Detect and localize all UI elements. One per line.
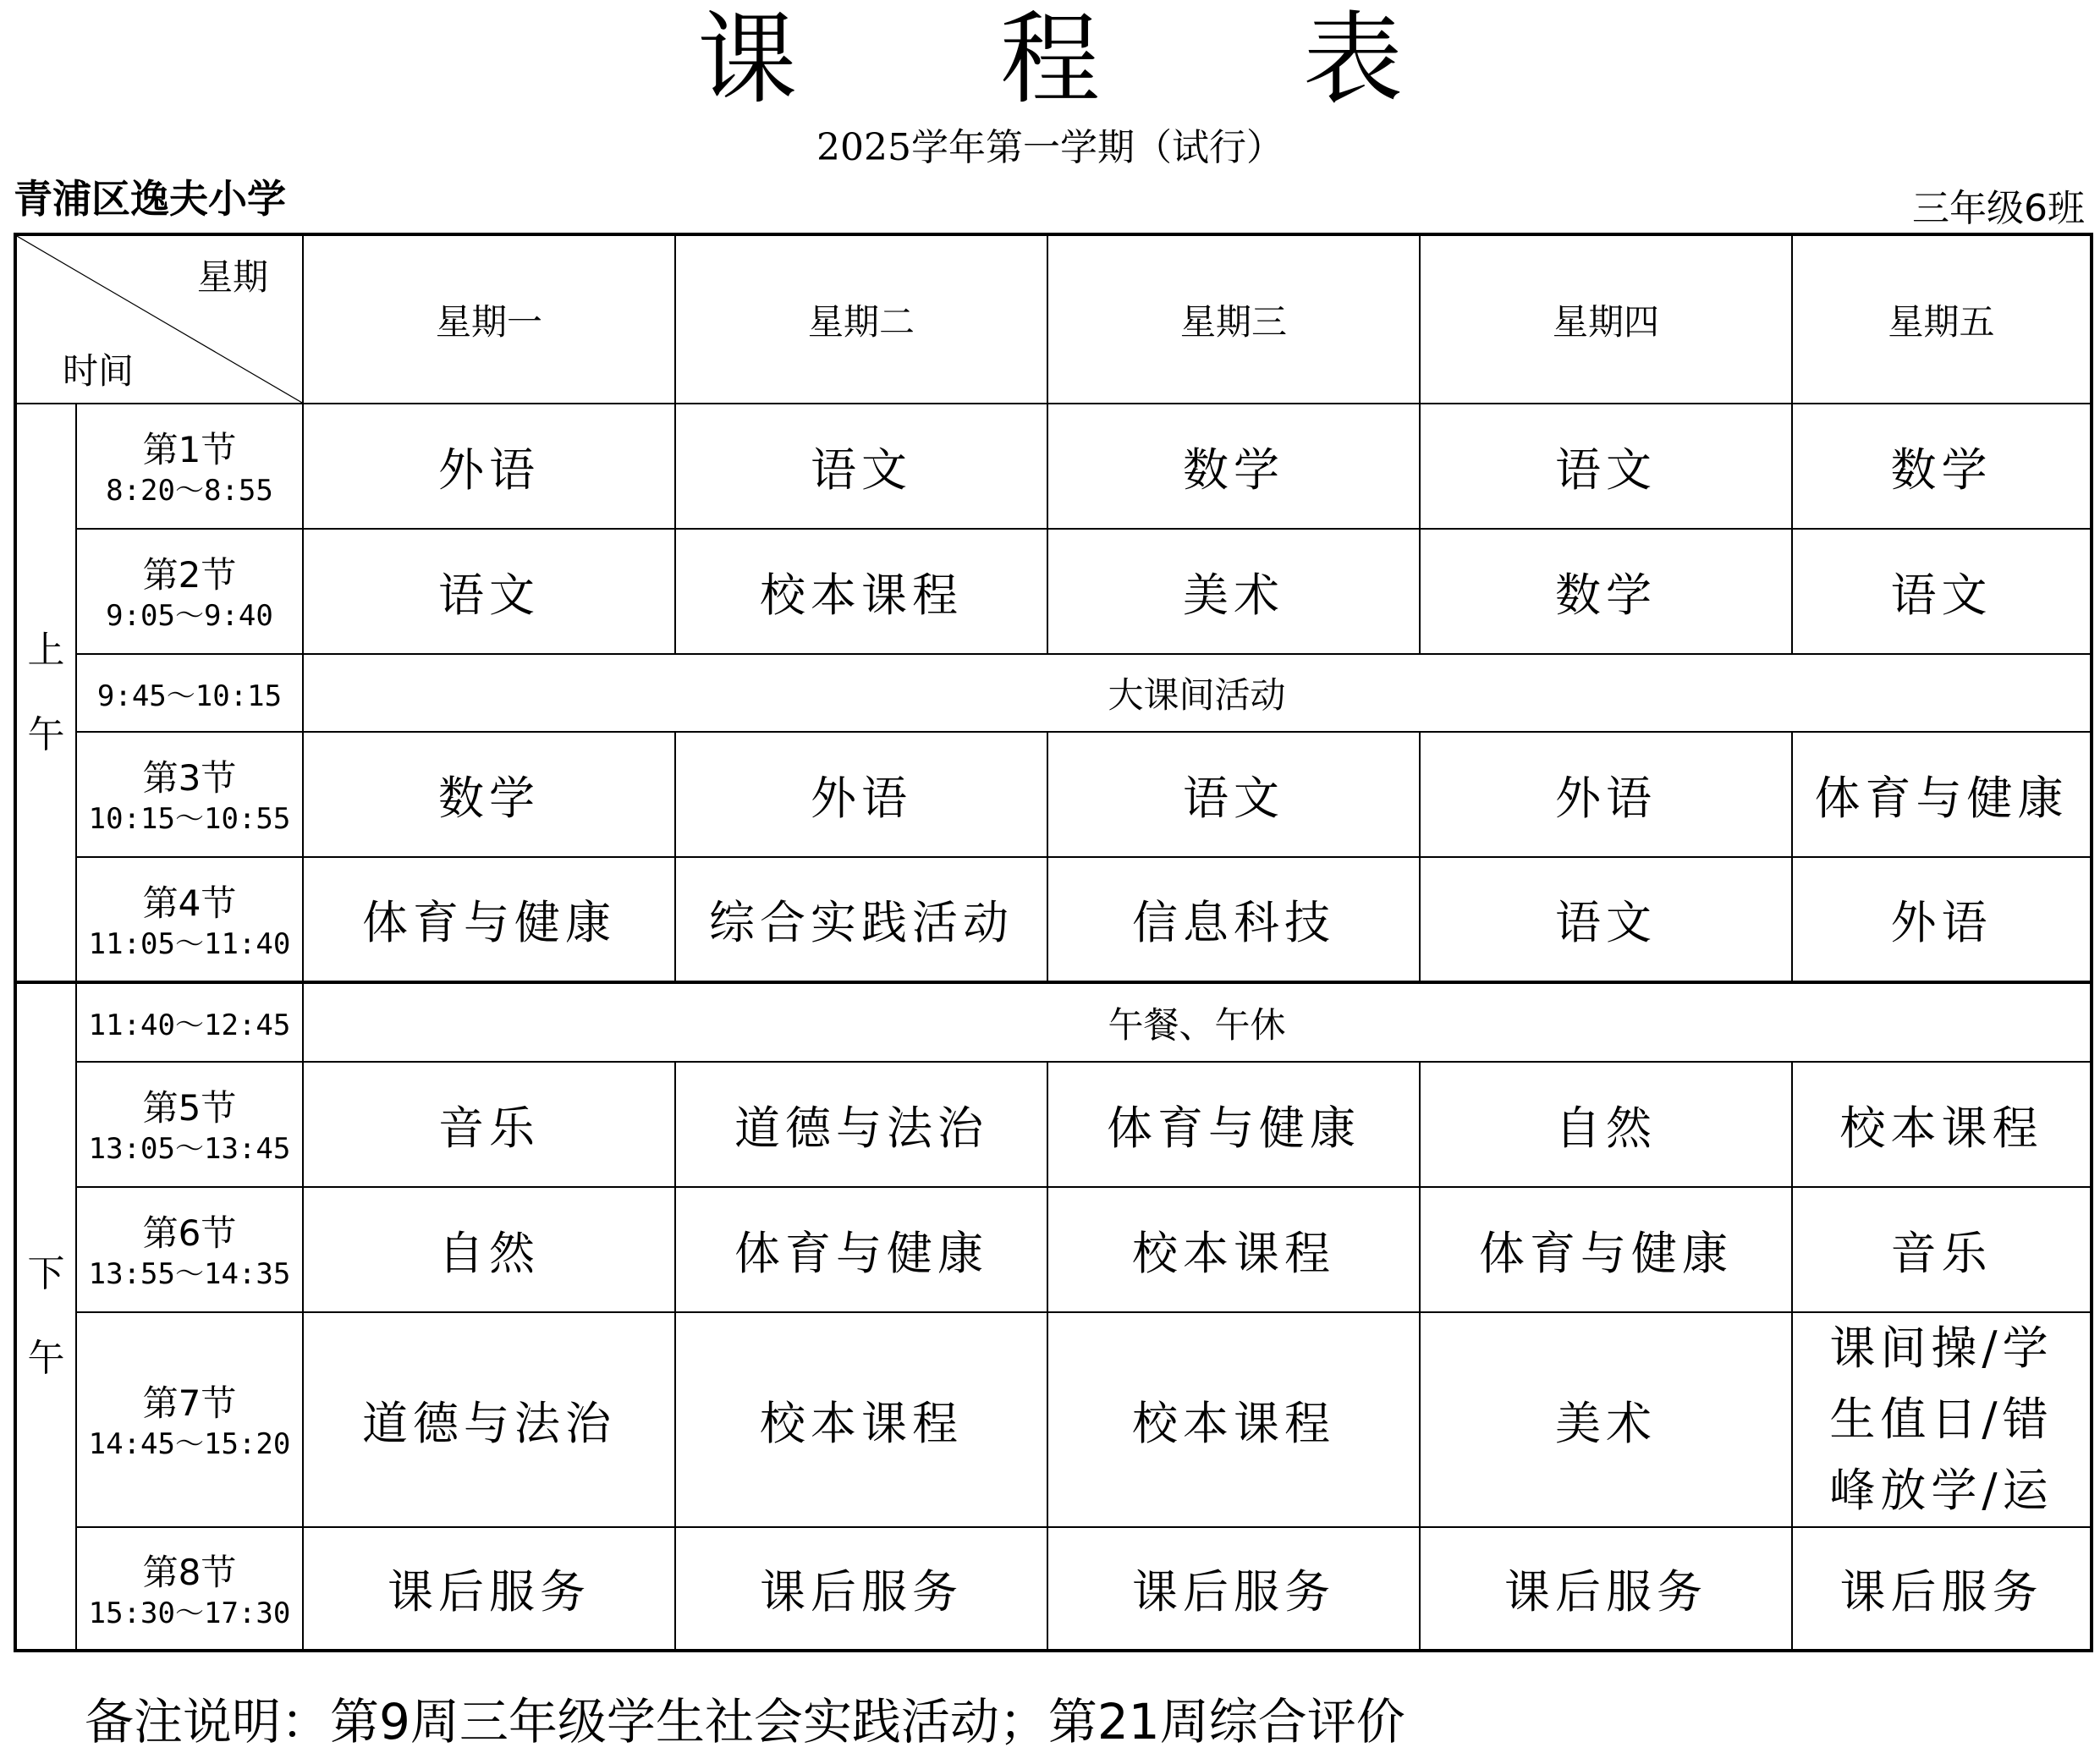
subject-cell: 语文 — [675, 404, 1047, 529]
day-header-monday: 星期一 — [303, 234, 675, 404]
page-title: 课程表 — [696, 1, 1606, 118]
afternoon-label-char: 午 — [27, 1337, 65, 1380]
period-time: 13:05～13:45 — [88, 1132, 291, 1166]
subject-cell: 校本课程 — [1047, 1312, 1420, 1527]
subject-cell: 自然 — [303, 1187, 675, 1312]
subject-cell: 课后服务 — [303, 1527, 675, 1651]
subject-cell: 数学 — [1792, 404, 2092, 529]
table-row — [15, 857, 2092, 982]
subject-cell: 语文 — [1420, 857, 1792, 982]
subject-cell: 外语 — [1420, 732, 1792, 857]
period-time: 9:05～9:40 — [106, 599, 273, 633]
subject-cell: 外语 — [675, 732, 1047, 857]
day-header-thursday: 星期四 — [1420, 234, 1792, 404]
day-header-friday: 星期五 — [1792, 234, 2092, 404]
period-time: 14:45～15:20 — [88, 1427, 291, 1461]
subject-cell: 体育与健康 — [1047, 1062, 1420, 1187]
subject-cell: 综合实践活动 — [675, 857, 1047, 982]
subject-cell: 音乐 — [303, 1062, 675, 1187]
break-time: 9:45～10:15 — [76, 654, 303, 732]
table-row — [15, 1062, 2092, 1187]
period-cell — [76, 1062, 303, 1187]
period-time: 15:30～17:30 — [88, 1596, 291, 1630]
subject-cell: 语文 — [1047, 732, 1420, 857]
subject-cell: 外语 — [303, 404, 675, 529]
table-row — [15, 732, 2092, 857]
break-row — [15, 654, 2092, 732]
table-row — [15, 1527, 2092, 1651]
subject-cell: 课后服务 — [1047, 1527, 1420, 1651]
morning-label — [15, 404, 76, 982]
afternoon-label-char: 下 — [27, 1252, 65, 1295]
break-label: 午餐、午休 — [303, 982, 2092, 1062]
table-row — [15, 1312, 2092, 1527]
timetable — [14, 233, 2093, 1652]
subject-cell: 校本课程 — [675, 1312, 1047, 1527]
school-name: 青浦区逸夫小学 — [14, 176, 286, 222]
subject-line: 峰放学/运 — [1829, 1464, 2053, 1517]
subject-cell: 体育与健康 — [675, 1187, 1047, 1312]
period-name: 第7节 — [142, 1382, 237, 1424]
break-label: 大课间活动 — [303, 654, 2092, 732]
subject-cell: 外语 — [1792, 857, 2092, 982]
subject-line: 生值日/错 — [1829, 1393, 2053, 1446]
period-name: 第5节 — [142, 1087, 237, 1129]
remarks-note: 备注说明：第9周三年级学生社会实践活动；第21周综合评价 — [85, 1693, 1405, 1750]
subject-cell: 校本课程 — [1047, 1187, 1420, 1312]
subject-cell: 数学 — [303, 732, 675, 857]
subject-cell: 校本课程 — [1792, 1062, 2092, 1187]
period-cell — [76, 857, 303, 982]
break-row — [15, 982, 2092, 1062]
period-time: 8:20～8:55 — [106, 474, 273, 508]
period-cell — [76, 1187, 303, 1312]
corner-header-cell — [15, 234, 303, 404]
subject-line: 课间操/学 — [1829, 1322, 2053, 1375]
subject-cell-multiline — [1792, 1312, 2092, 1527]
period-cell — [76, 1312, 303, 1527]
table-row — [15, 1187, 2092, 1312]
subject-cell: 道德与法治 — [675, 1062, 1047, 1187]
corner-time-label: 时间 — [63, 350, 135, 392]
subject-cell: 道德与法治 — [303, 1312, 675, 1527]
subject-cell: 体育与健康 — [1420, 1187, 1792, 1312]
corner-day-label: 星期 — [196, 256, 268, 298]
period-cell — [76, 529, 303, 654]
period-name: 第4节 — [142, 882, 237, 924]
subject-cell: 体育与健康 — [303, 857, 675, 982]
period-name: 第1节 — [142, 429, 237, 470]
period-cell — [76, 404, 303, 529]
subject-cell: 数学 — [1047, 404, 1420, 529]
subject-cell: 自然 — [1420, 1062, 1792, 1187]
subject-cell: 美术 — [1420, 1312, 1792, 1527]
period-cell — [76, 732, 303, 857]
period-name: 第3节 — [142, 757, 237, 799]
break-time: 11:40～12:45 — [76, 982, 303, 1062]
subject-cell: 数学 — [1420, 529, 1792, 654]
subject-cell: 课后服务 — [1792, 1527, 2092, 1651]
subject-cell: 语文 — [303, 529, 675, 654]
subject-cell: 语文 — [1792, 529, 2092, 654]
table-row — [15, 404, 2092, 529]
table-row — [15, 529, 2092, 654]
period-name: 第8节 — [142, 1551, 237, 1593]
subject-cell: 课后服务 — [1420, 1527, 1792, 1651]
header-row — [15, 234, 2092, 404]
period-name: 第2节 — [142, 554, 237, 596]
subject-cell: 课后服务 — [675, 1527, 1047, 1651]
subject-cell: 信息科技 — [1047, 857, 1420, 982]
morning-label-char: 午 — [27, 712, 65, 756]
period-time: 11:05～11:40 — [88, 926, 291, 961]
period-time: 13:55～14:35 — [88, 1257, 291, 1291]
subject-cell: 校本课程 — [675, 529, 1047, 654]
day-header-wednesday: 星期三 — [1047, 234, 1420, 404]
subject-cell: 美术 — [1047, 529, 1420, 654]
day-header-tuesday: 星期二 — [675, 234, 1047, 404]
class-name: 三年级6班 — [1912, 187, 2085, 230]
subject-cell: 语文 — [1420, 404, 1792, 529]
subject-cell: 体育与健康 — [1792, 732, 2092, 857]
period-name: 第6节 — [142, 1212, 237, 1254]
morning-label-char: 上 — [27, 628, 65, 672]
period-time: 10:15～10:55 — [88, 802, 291, 836]
afternoon-label — [15, 982, 76, 1651]
subject-cell: 音乐 — [1792, 1187, 2092, 1312]
period-cell — [76, 1527, 303, 1651]
semester-subtitle: 2025学年第一学期（试行） — [816, 126, 1284, 169]
